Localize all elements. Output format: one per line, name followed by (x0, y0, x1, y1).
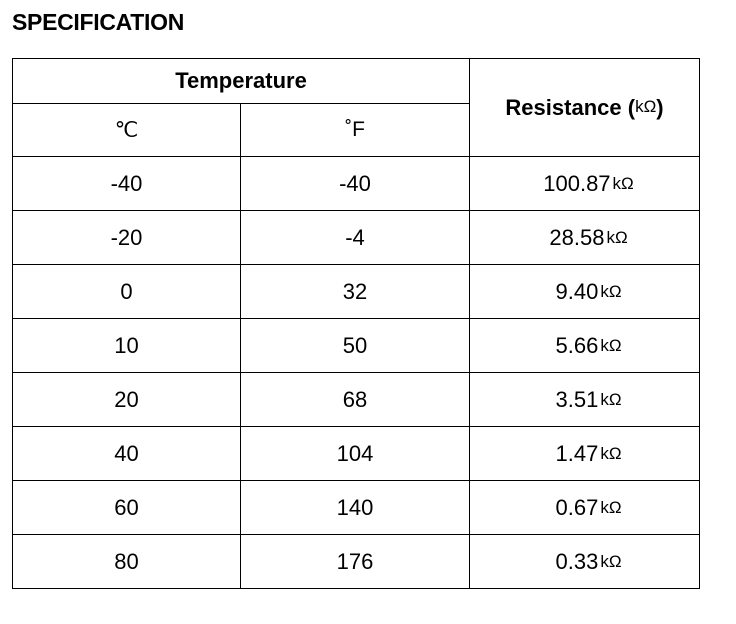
cell-celsius: 20 (13, 373, 241, 427)
header-temperature: Temperature (13, 59, 470, 104)
header-resistance-unit: kΩ (635, 96, 657, 116)
table-row (13, 481, 700, 535)
cell-celsius: 60 (13, 481, 241, 535)
resistance-unit: kΩ (600, 551, 622, 571)
cell-fahrenheit: 104 (241, 427, 470, 481)
cell-celsius: -40 (13, 157, 241, 211)
resistance-value: 9.40 (555, 278, 599, 304)
cell-fahrenheit: 68 (241, 373, 470, 427)
cell-celsius: 40 (13, 427, 241, 481)
cell-resistance (470, 265, 700, 319)
resistance-unit: kΩ (606, 227, 628, 247)
cell-fahrenheit: 50 (241, 319, 470, 373)
cell-celsius: 10 (13, 319, 241, 373)
cell-resistance (470, 211, 700, 265)
header-resistance (470, 59, 700, 157)
cell-celsius: -20 (13, 211, 241, 265)
resistance-unit: kΩ (600, 443, 622, 463)
cell-fahrenheit: 176 (241, 535, 470, 589)
header-fahrenheit: ˚F (241, 104, 470, 157)
header-resistance-label: Resistance (505, 94, 622, 120)
table-row (13, 157, 700, 211)
cell-resistance (470, 319, 700, 373)
cell-resistance (470, 535, 700, 589)
cell-fahrenheit: -4 (241, 211, 470, 265)
cell-resistance (470, 157, 700, 211)
header-resistance-paren-open: ( (627, 94, 636, 120)
cell-resistance (470, 427, 700, 481)
resistance-unit: kΩ (600, 389, 622, 409)
table-row (13, 319, 700, 373)
resistance-value: 0.33 (555, 548, 599, 574)
cell-celsius: 80 (13, 535, 241, 589)
resistance-unit: kΩ (600, 281, 622, 301)
resistance-value: 100.87 (543, 170, 611, 196)
table-row (13, 265, 700, 319)
cell-fahrenheit: 140 (241, 481, 470, 535)
cell-celsius: 0 (13, 265, 241, 319)
specification-table (12, 58, 700, 589)
header-celsius: ℃ (13, 104, 241, 157)
resistance-value: 3.51 (555, 386, 599, 412)
table-row (13, 427, 700, 481)
cell-fahrenheit: 32 (241, 265, 470, 319)
resistance-value: 5.66 (555, 332, 599, 358)
table-row (13, 373, 700, 427)
cell-resistance (470, 373, 700, 427)
resistance-unit: kΩ (612, 173, 634, 193)
resistance-value: 1.47 (555, 440, 599, 466)
table-row (13, 211, 700, 265)
page-title: SPECIFICATION (12, 9, 185, 35)
resistance-unit: kΩ (600, 335, 622, 355)
table-row (13, 535, 700, 589)
header-resistance-paren-close: ) (656, 94, 664, 120)
resistance-value: 0.67 (555, 494, 599, 520)
cell-fahrenheit: -40 (241, 157, 470, 211)
resistance-unit: kΩ (600, 497, 622, 517)
cell-resistance (470, 481, 700, 535)
resistance-value: 28.58 (549, 224, 605, 250)
